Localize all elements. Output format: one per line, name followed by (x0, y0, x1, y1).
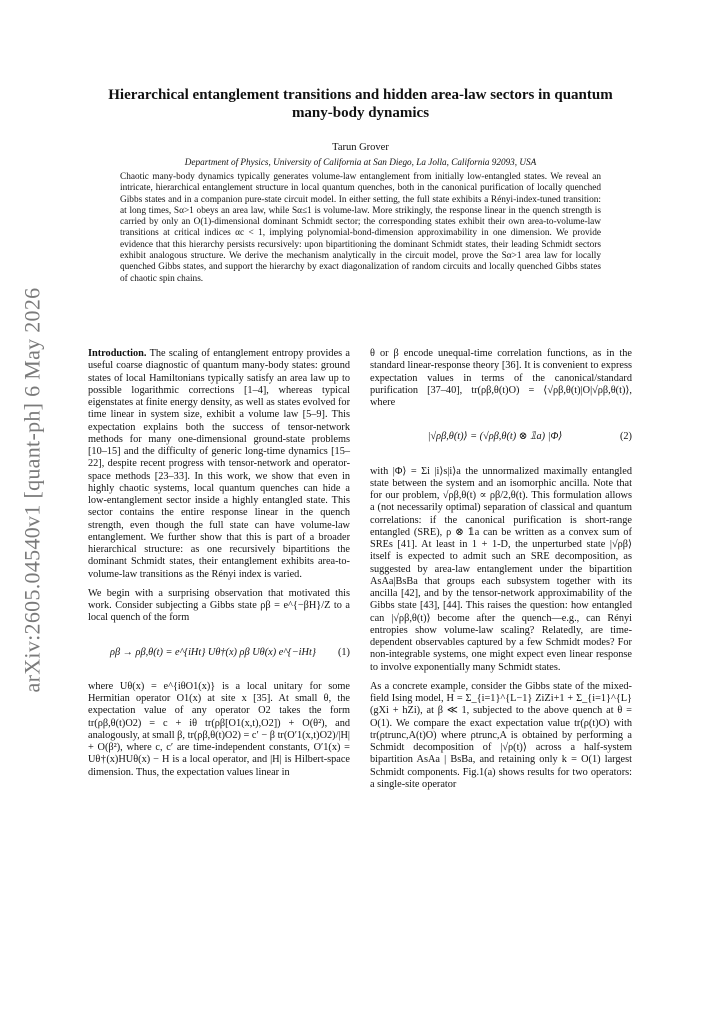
introduction-heading: Introduction. (88, 348, 147, 359)
expectation-paragraph: where Uθ(x) = e^{iθO1(x)} is a local unitary for some Hermitian operator O1(x) at site x [35]. At small θ, the expectation value of any operator O2 takes the form tr(ρβ,θ(t)O2) = c + iθ tr(ρβ[O1(x,t),O2]) + O(θ²), and analogously, at small β, tr(ρβ,θ(t)O2) = c′ − β tr(O′1(x,t)O2)/|H| + O(β²), where c, c′ are time-independent constants, O′1(x) = Uθ†(x)HUθ(x) − H is a local operator, and |H| is Hilbert-space dimension. Thus, the expectation values linear in (88, 680, 350, 778)
author-affiliation: Department of Physics, University of California at San Diego, La Jolla, California 92093, USA (184, 157, 537, 167)
left-column (88, 348, 350, 786)
abstract: Chaotic many-body dynamics typically generates volume-law entanglement from initially low-entangled states. We reveal an intricate, hierarchical entanglement structure in local quantum quenches, both in the canonical purification of locally quenched Gibbs states and in a companion pure-state circuit model. In either setting, the full state exhibits a Rényi-index-tuned transition: at long times, Sα>1 obeys an area law, while Sα≤1 is volume-law. More strikingly, the response linear in the quench strength is carried by only an O(1)-dimensional dominant Schmidt sector; the corresponding states exhibit their own area-to-volume-law transitions at critical indices αc < 1, implying polynomial-bond-dimension approximability in one dimension. We provide evidence that this hierarchy persists recursively: upon bipartitioning the dominant Schmidt states, their leading Schmidt sectors exhibit analogous structure. We derive the mechanism analytically in the circuit model, prove the Sα>1 area law for locally quenched Gibbs states, and support the hierarchy by exact diagonalization of random circuits and locally quenched Gibbs states of chaotic spin chains. (120, 172, 601, 284)
linear-response-paragraph: θ or β encode unequal-time correlation functions, as in the standard linear-response theory [36]. It is convenient to express expectation values in terms of the canonical/standard purification [37–40], tr(ρβ,θ(t)O) = ⟨√ρβ,θ(t)|O|√ρβ,θ(t)⟩, where (370, 348, 632, 408)
author-name: Tarun Grover (332, 142, 389, 153)
arxiv-identifier-stamp (10, 287, 54, 693)
introduction-paragraph (88, 348, 350, 581)
ising-example-paragraph: As a concrete example, consider the Gibbs state of the mixed-field Ising model, H = Σ_{i=1}^{L−1} ZiZi+1 + Σ_{i=1}^{L} (gXi + hZi), at β ≪ 1, subjected to the above quench at θ = O(1). We compare the exact expectation value tr(ρ(t)O) with tr(ρtrunc,A(t)O) where ρtrunc,A is obtained by performing a Schmidt decomposition of |√ρ(t)⟩ across a half-system bipartition AsAa | BsBa, and retaining only k = O(1) largest Schmidt components. Fig.1(a) shows results for two operators: a single-site operator (370, 680, 632, 790)
purification-paragraph: with |Φ⟩ = Σi |i⟩s|i⟩a the unnormalized maximally entangled state between the system and an isomorphic ancilla. Note that for our problem, √ρβ,θ(t) ∝ ρβ/2,θ(t). This formulation allows a (not necessarily optimal) separation of classical and quantum correlations: if the canonical purification is short-range entangled (SRE), ρ ⊗ 𝟙a can be written as a convex sum of SREs [41]. At least in 1 + 1-D, the unperturbed state |√ρβ⟩ itself is expected to admit such an SRE decomposition, as suggested by area-law entanglement under the bipartition AsAa|BsBa that groups each subsystem together with its ancilla [42], and by the tensor-network approximability of the Gibbs state [43], [44]. This raises the question: how entangled can |√ρβ,θ(t)⟩ become after the quench—e.g., can Rényi entropies show volume-law scaling? Relatedly, are time-dependent observables captured by a few Schmidt modes? For non-integrable systems, one might expect even linear response to involve exponentially many Schmidt states. (370, 465, 632, 673)
equation-1-number: (1) (337, 646, 350, 658)
paper-header (90, 86, 631, 168)
paper-title: Hierarchical entanglement transitions and hidden area-law sectors in quantum many-body dynamics (108, 87, 613, 121)
equation-1 (88, 647, 350, 659)
equation-2 (370, 431, 632, 443)
introduction-text: The scaling of entanglement entropy provides a useful coarse diagnostic of quantum many-body states: ground states of local Hamiltonians typically satisfy an area law up to possible logarithmic corrections [1–4], whereas typical eigenstates at finite energy density, as well as states evolved for time linear in system size, exhibit a volume law [5–9]. This expectation explains both the success of tensor-network methods for many one-dimensional ground-state problems [10–15] and the difficulty of generic long-time dynamics [15–22], despite recent progress with tensor-network and operator-space methods [23–33]. In this work, we show that even in highly chaotic systems, local quantum quenches can hide a low-entanglement sector inside a highly entangled state. This sector contains the entire response linear in the quench strength, even though the full state can have volume-law entanglement. We further show that this is part of a broader hierarchical structure: as one recursively bipartitions the dominant Schmidt states, their entanglement exhibits area-to-volume-law transitions as the Rényi index is varied. (88, 348, 350, 580)
equation-2-body: |√ρβ,θ(t)⟩ = (√ρβ,θ(t) ⊗ 𝟙a) |Φ⟩ (427, 431, 563, 443)
equation-2-number: (2) (619, 431, 632, 443)
equation-1-body: ρβ → ρβ,θ(t) = e^{iHt} Uθ†(x) ρβ Uθ(x) e^{−iHt} (110, 646, 316, 658)
right-column (370, 348, 632, 798)
motivation-paragraph: We begin with a surprising observation that motivated this work. Consider subjecting a Gibbs state ρβ = e^{−βH}/Z to a local quench of the form (88, 587, 350, 624)
arxiv-identifier: arXiv:2605.04540v1 [quant-ph] 6 May 2026 (19, 287, 45, 693)
